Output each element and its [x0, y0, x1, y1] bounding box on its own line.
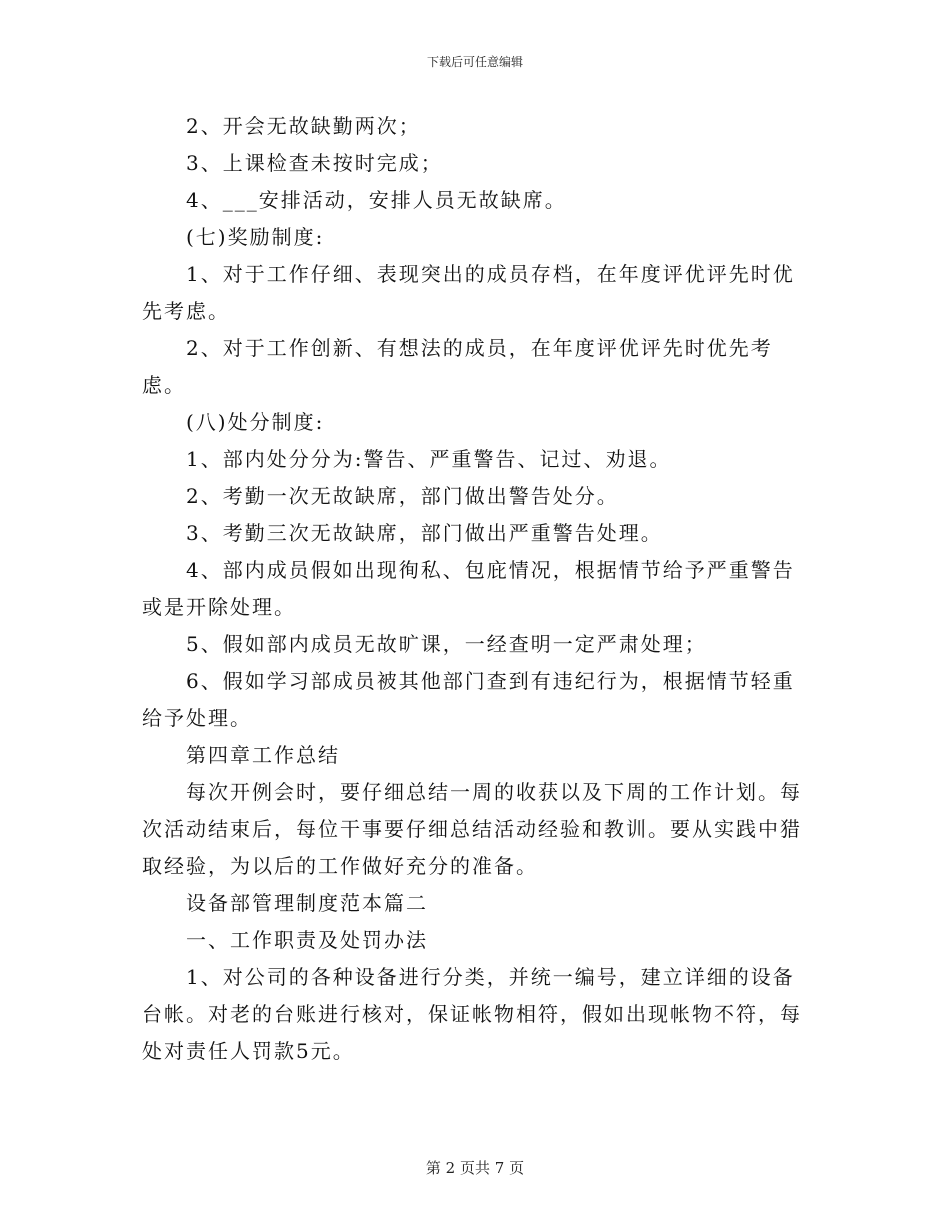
paragraph: 2、对于工作创新、有想法的成员，在年度评优评先时优先考虑。 — [142, 336, 773, 397]
paragraph: 4、___安排活动，安排人员无故缺席。 — [186, 188, 567, 212]
paragraph: 每次开例会时，要仔细总结一周的收获以及下周的工作计划。每次活动结束后，每位干事要仔细总结活动经验和教训。要从实践中猎取经验，为以后的工作做好充分的准备。 — [142, 780, 802, 878]
paragraph: 1、对于工作仔细、表现突出的成员存档，在年度评优评先时优先考虑。 — [142, 262, 795, 323]
paragraph: 4、部内成员假如出现徇私、包庇情况，根据情节给予严重警告或是开除处理。 — [142, 558, 795, 619]
paragraph: 3、上课检查未按时完成； — [186, 151, 443, 175]
section-heading: 一、工作职责及处罚办法 — [186, 928, 428, 952]
paragraph: 1、对公司的各种设备进行分类，并统一编号，建立详细的设备台帐。对老的台账进行核对，保证帐物相符，假如出现帐物不符，每处对责任人罚款5元。 — [142, 965, 802, 1063]
page-header: 下载后可任意编辑 — [426, 55, 523, 69]
article-title: 设备部管理制度范本篇二 — [186, 891, 428, 915]
paragraph: 6、假如学习部成员被其他部门查到有违纪行为，根据情节轻重给予处理。 — [142, 669, 795, 730]
section-heading: (七)奖励制度: — [186, 225, 325, 249]
section-heading: (八)处分制度: — [186, 410, 325, 434]
chapter-heading: 第四章工作总结 — [186, 743, 340, 767]
document-body — [142, 108, 812, 1070]
paragraph: 2、开会无故缺勤两次； — [186, 114, 421, 138]
paragraph: 2、考勤一次无故缺席，部门做出警告处分。 — [186, 484, 619, 508]
page-number: 第 2 页共 7 页 — [425, 1159, 525, 1177]
paragraph: 1、部内处分分为:警告、严重警告、记过、劝退。 — [186, 447, 672, 471]
paragraph: 3、考勤三次无故缺席，部门做出严重警告处理。 — [186, 521, 663, 545]
paragraph: 5、假如部内成员无故旷课，一经查明一定严肃处理； — [186, 632, 707, 656]
